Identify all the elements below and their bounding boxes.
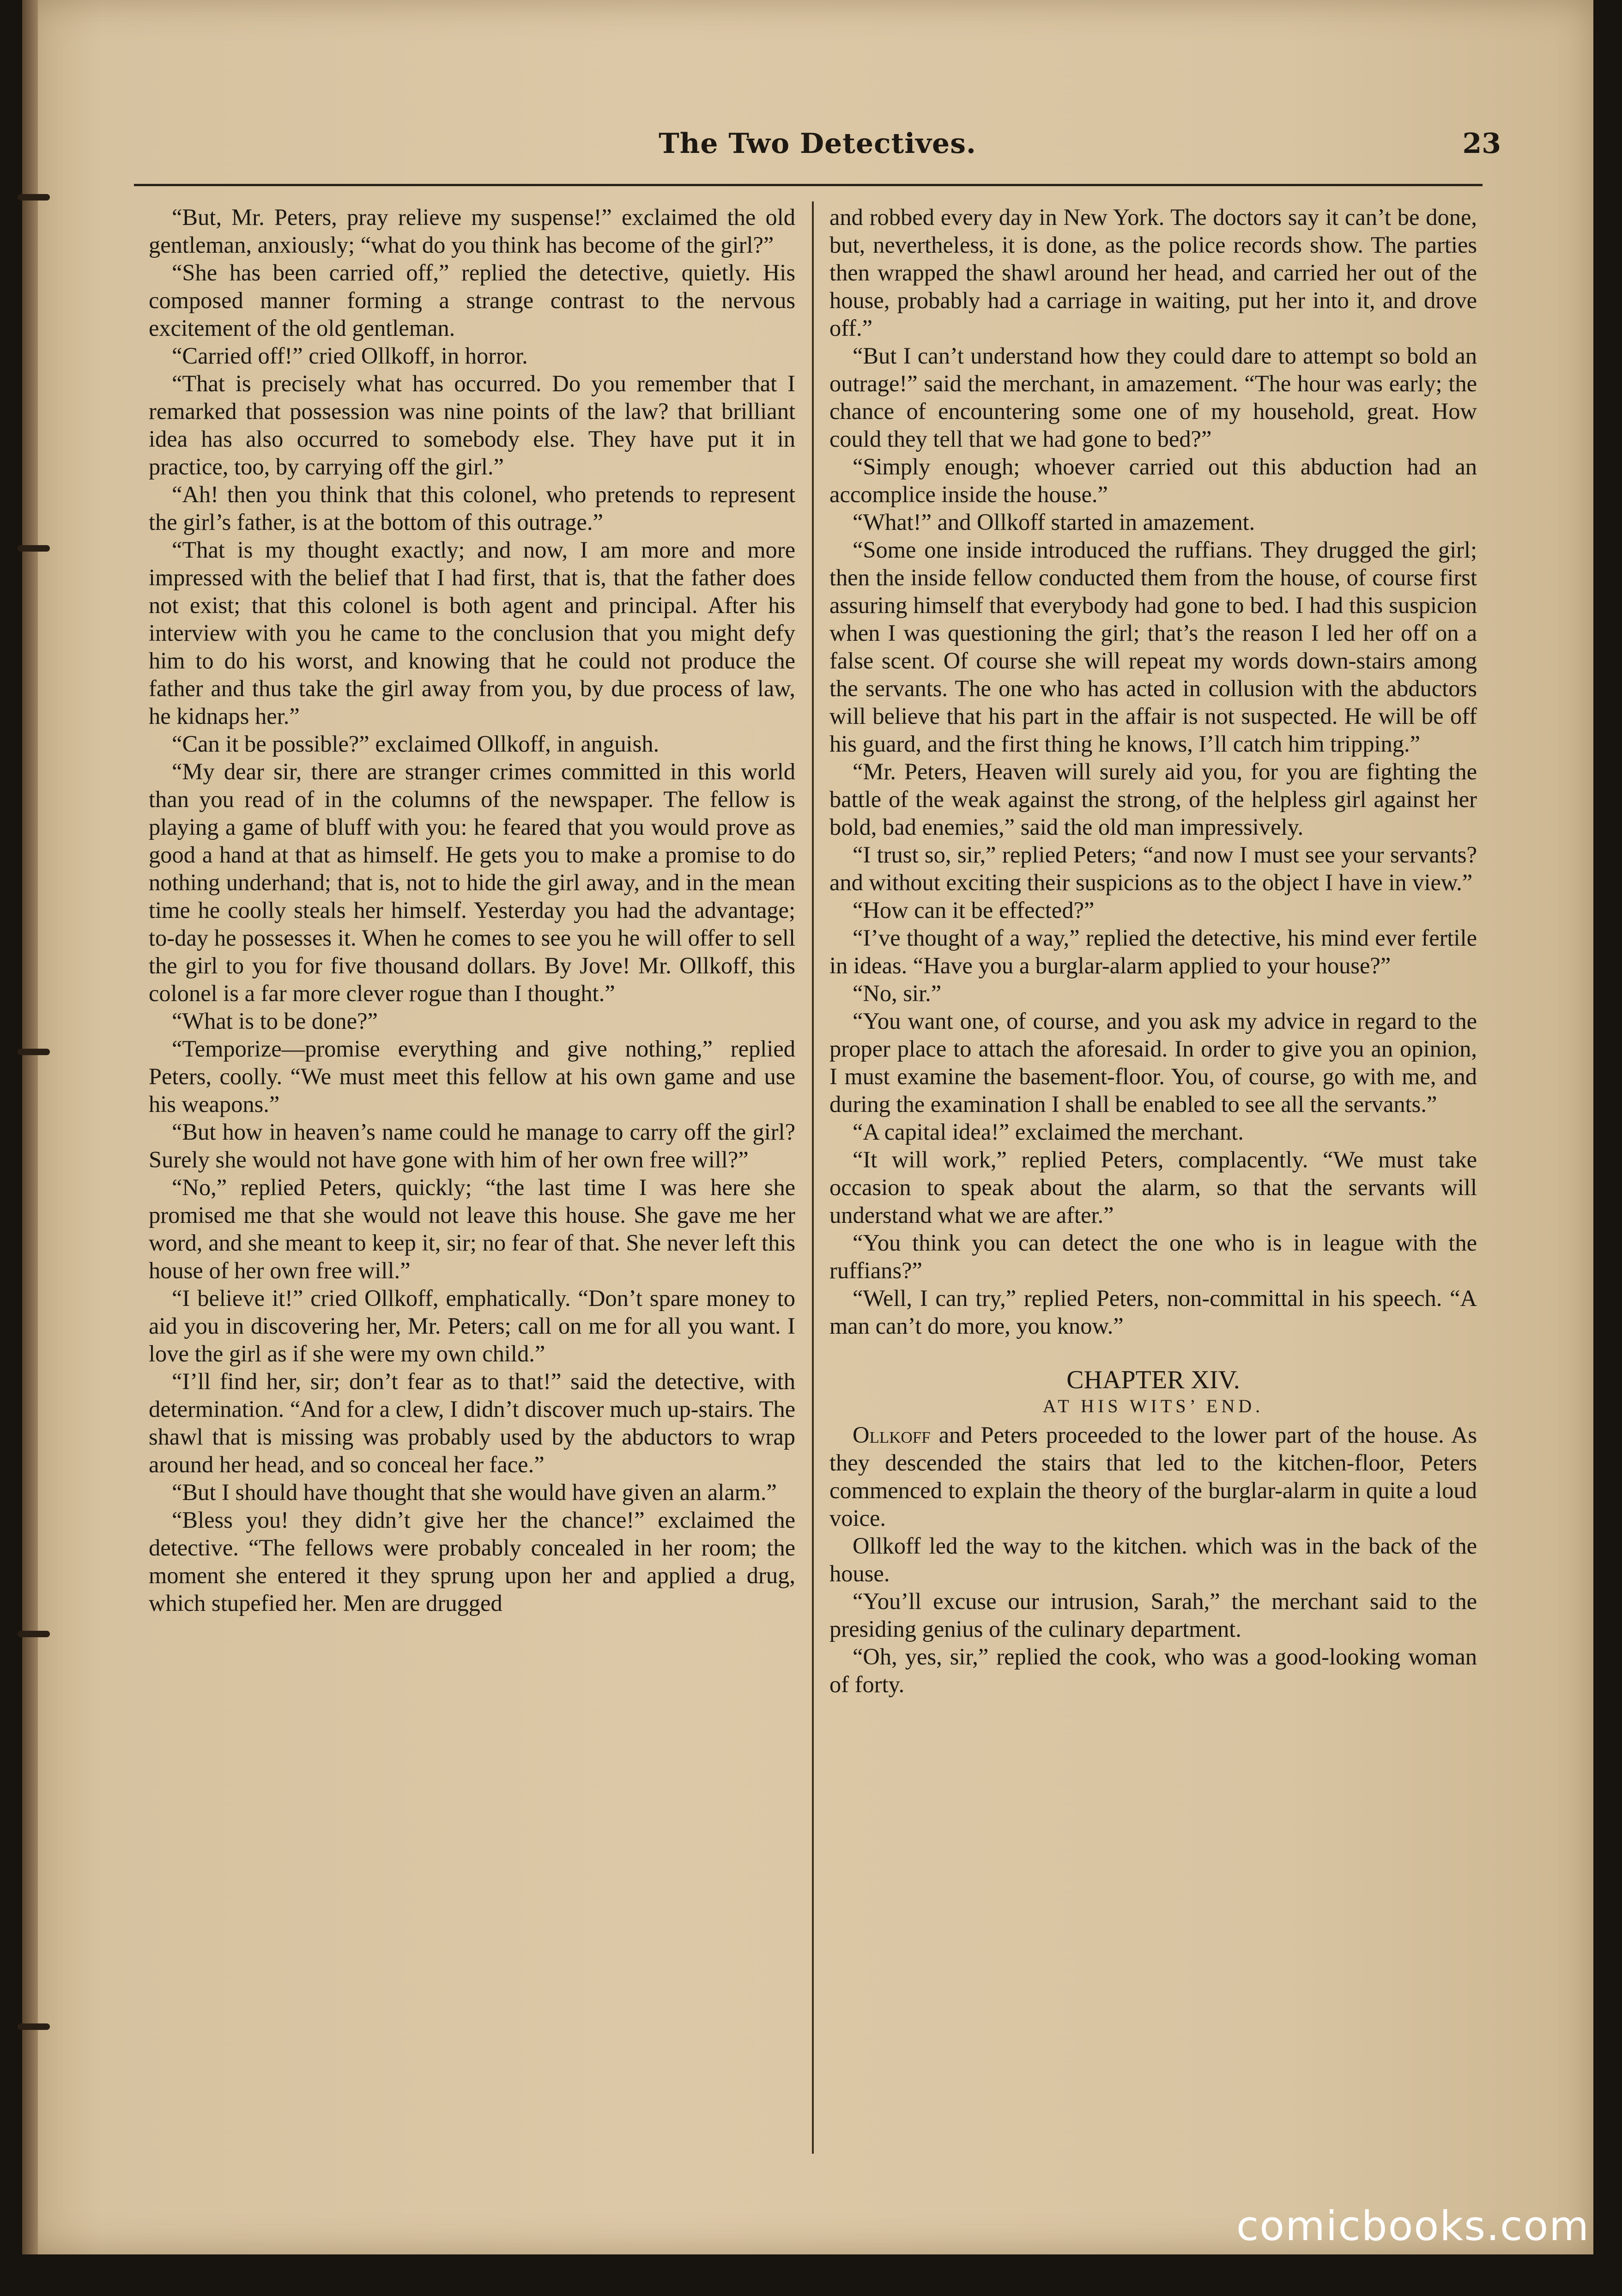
paragraph: “But how in heaven’s name could he manage to carry off the girl? Surely she would not have gone with him of her own free will?” [149, 1119, 795, 1172]
binding-thread [18, 1631, 50, 1637]
paragraph: “Simply enough; whoever carried out this abduction had an accomplice inside the house.” [829, 454, 1477, 507]
paragraph: “I trust so, sir,” replied Peters; “and now I must see your servants? and without exciting their suspicions as to the object I have in view.” [829, 842, 1477, 895]
paragraph: “I’ll find her, sir; don’t fear as to that!” said the detective, with determination. “And for a clew, I didn’t discover much up-stairs. The shawl that is missing was probably used by the abductors to wrap around her head, and so conceal her face.” [149, 1368, 795, 1477]
watermark: comicbooks.com [1236, 2202, 1590, 2250]
running-title: The Two Detectives. [659, 128, 976, 160]
paragraph: “I believe it!” cried Ollkoff, emphatically. “Don’t spare money to aid you in discovering her, Mr. Peters; call on me for all you want. I love the girl as if she were my own child.” [149, 1285, 795, 1367]
chapter-opening-paragraph [829, 1421, 1477, 1532]
column-divider [812, 201, 814, 2154]
chapter-lead-word: Ollkoff [853, 1422, 931, 1448]
paragraph: “Carried off!” cried Ollkoff, in horror. [172, 343, 528, 369]
right-column [829, 203, 1477, 1698]
paragraph: “It will work,” replied Peters, complacently. “We must take occasion to speak about the alarm, so that the servants will understand what we are after.” [829, 1147, 1477, 1228]
paragraph: “Can it be possible?” exclaimed Ollkoff, in anguish. [172, 731, 660, 757]
paragraph: “Well, I can try,” replied Peters, non-committal in his speech. “A man can’t do more, you know.” [829, 1285, 1477, 1339]
chapter-lead-text: and Peters proceeded to the lower part of the house. As they descended the stairs that led to the kitchen-floor, Peters commenced to explain the theory of the burglar-alarm in quite a loud voice. [829, 1422, 1477, 1531]
paragraph: “That is my thought exactly; and now, I am more and more impressed with the belief that I had first, that is, that the father does not exist; that this colonel is both agent and principal. After his interview with you he came to the conclusion that you might defy him to do his worst, and knowing that he could not produce the father and thus take the girl away from you, by due process of law, he kidnaps her.” [149, 537, 795, 729]
paragraph: “No,” replied Peters, quickly; “the last time I was here she promised me that she would not leave this house. She gave me her word, and she meant to keep it, sir; no fear of that. She never left this house of her own free will.” [149, 1174, 795, 1283]
chapter-title: CHAPTER XIV. [1066, 1366, 1240, 1394]
paragraph: “That is precisely what has occurred. Do you remember that I remarked that possession was nine points of the law? that brilliant idea has also occurred to somebody else. They have put it in practice, too, by carrying off the girl.” [149, 371, 795, 480]
binding-thread [18, 1049, 50, 1055]
paragraph: “But I can’t understand how they could dare to attempt so bold an outrage!” said the merchant, in amazement. “The hour was early; the chance of encountering some one of my household, great. How could they tell that we had gone to bed?” [829, 343, 1477, 452]
paragraph: “Oh, yes, sir,” replied the cook, who was a good-looking woman of forty. [829, 1644, 1477, 1697]
paragraph: “Ah! then you think that this colonel, who pretends to represent the girl’s father, is at the bottom of this outrage.” [149, 481, 795, 535]
paragraph: “But I should have thought that she would have given an alarm.” [172, 1479, 777, 1505]
binding-thread [18, 2023, 50, 2030]
paragraph: “You think you can detect the one who is in league with the ruffians?” [829, 1230, 1477, 1283]
paragraph: “My dear sir, there are stranger crimes committed in this world than you read of in the columns of the newspaper. The fellow is playing a game of bluff with you: he feared that you would prove as good a hand at that as himself. He gets you to make a promise to do nothing underhand; that is, not to hide the girl away, and in the mean time he coolly steals her himself. Yesterday you had the advantage; to-day he possesses it. When he comes to see you he will offer to sell the girl to you for five thousand dollars. By Jove! Mr. Ollkoff, this colonel is a far more clever rogue than I thought.” [149, 759, 795, 1006]
paragraph: “She has been carried off,” replied the detective, quietly. His composed manner forming a strange contrast to the nervous excitement of the old gentleman. [149, 260, 795, 341]
paragraph: “Bless you! they didn’t give her the chance!” exclaimed the detective. “The fellows were probably concealed in her room; the moment she entered it they sprung upon her and applied a drug, which stupefied her. Men are drugged [149, 1507, 795, 1616]
paragraph: “What!” and Ollkoff started in amazement. [853, 509, 1255, 535]
paragraph: “You’ll excuse our intrusion, Sarah,” the merchant said to the presiding genius of the culinary department. [829, 1588, 1477, 1642]
binding-thread [18, 545, 50, 552]
paragraph: “No, sir.” [853, 980, 942, 1006]
chapter-subtitle: AT HIS WITS’ END. [1042, 1396, 1264, 1416]
paragraph: “How can it be effected?” [853, 897, 1095, 923]
header-rule [134, 184, 1483, 186]
page-gutter [22, 0, 38, 2254]
running-header [134, 126, 1501, 176]
continued-paragraph: and robbed every day in New York. The doctors say it can’t be done, but, nevertheless, it is done, as the police records show. The parties then wrapped the shawl around her head, and carried her out of the house, probably had a carriage in waiting, put her into it, and drove off.” [829, 204, 1477, 341]
paragraph: “Some one inside introduced the ruffians. They drugged the girl; then the inside fellow conducted them from the house, of course first assuring himself that everybody had gone to bed. I had this suspicion when I was questioning the girl; that’s the reason I led her off on a false scent. Of course she will repeat my words down-stairs among the servants. The one who has acted in collusion with the abductors will believe that his part in the affair is not suspected. He will be off his guard, and the first thing he knows, I’ll catch him tripping.” [829, 537, 1477, 757]
paragraph: “I’ve thought of a way,” replied the detective, his mind ever fertile in ideas. “Have you a burglar-alarm applied to your house?” [829, 925, 1477, 978]
paragraph: “What is to be done?” [172, 1008, 378, 1034]
paragraph: Ollkoff led the way to the kitchen. which was in the back of the house. [829, 1533, 1477, 1586]
left-column [149, 203, 795, 1617]
paragraph: “But, Mr. Peters, pray relieve my suspense!” exclaimed the old gentleman, anxiously; “what do you think has become of the girl?” [149, 204, 795, 258]
page-number: 23 [1462, 128, 1501, 160]
paragraph: “You want one, of course, and you ask my advice in regard to the proper place to attach the aforesaid. In order to give you an opinion, I must examine the basement-floor. You, of course, go with me, and during the examination I shall be enabled to see all the servants.” [829, 1008, 1477, 1117]
binding-thread [18, 194, 50, 200]
paragraph: “Temporize—promise everything and give nothing,” replied Peters, coolly. “We must meet this fellow at his own game and use his weapons.” [149, 1036, 795, 1117]
paragraph: “Mr. Peters, Heaven will surely aid you, for you are fighting the battle of the weak against the strong, of the helpless girl against her bold, bad enemies,” said the old man impressively. [829, 759, 1477, 840]
paragraph: “A capital idea!” exclaimed the merchant. [853, 1119, 1244, 1145]
